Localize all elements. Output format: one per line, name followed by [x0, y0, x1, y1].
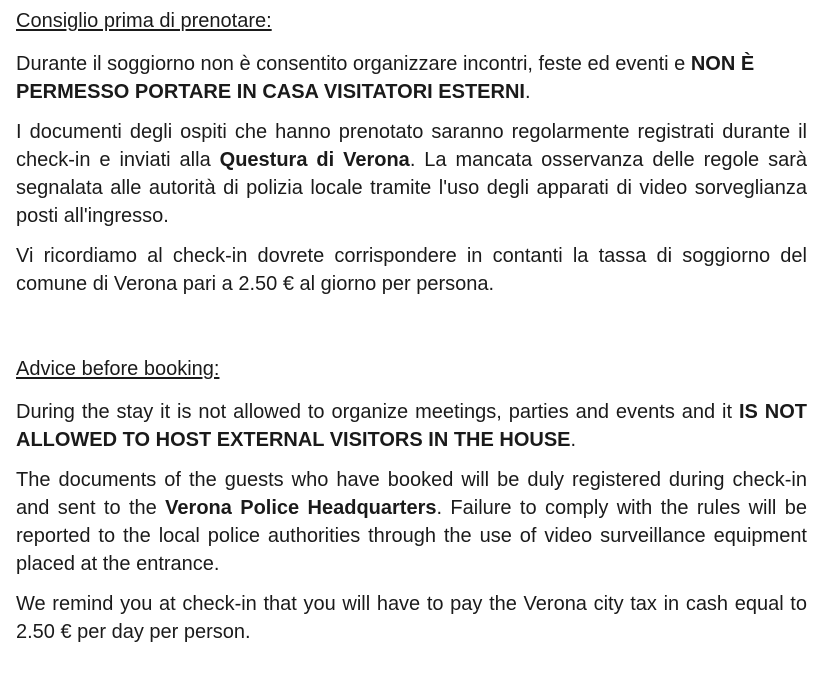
- english-documents-text-a: The documents of the guests who have booked will be duly registered during check-in and sent to the: [16, 469, 807, 519]
- english-heading: Advice before booking:: [16, 358, 220, 380]
- english-rules-bold: IS NOT ALLOWED TO HOST EXTERNAL VISITORS IN THE HOUSE: [16, 401, 807, 451]
- english-rules-end: .: [570, 429, 577, 451]
- english-paragraph-documents: [16, 466, 807, 578]
- italian-paragraph-tax: [16, 242, 807, 298]
- english-paragraph-rules: [16, 398, 807, 454]
- english-paragraph-tax: [16, 590, 807, 646]
- italian-documents-text-a: I documenti degli ospiti che hanno prenotato saranno regolarmente registrati durante il check-in e inviati alla: [16, 121, 807, 171]
- english-tax-text: We remind you at check-in that you will have to pay the Verona city tax in cash equal to 2.50 € per day per person.: [16, 593, 807, 643]
- italian-tax-text: Vi ricordiamo al check-in dovrete corrispondere in contanti la tassa di soggiorno del comune di Verona pari a 2.50 € al giorno per persona.: [16, 245, 807, 295]
- english-documents-text-b: . Failure to comply with the rules will be reported to the local police authorities through the use of video surveillance equipment placed at the entrance.: [16, 497, 807, 575]
- italian-rules-text: Durante il soggiorno non è consentito organizzare incontri, feste ed eventi e: [16, 53, 691, 75]
- english-rules-text: During the stay it is not allowed to organize meetings, parties and events and it: [16, 401, 739, 423]
- italian-section: [16, 8, 807, 298]
- italian-rules-end: .: [524, 81, 531, 103]
- english-section: [16, 356, 807, 646]
- italian-paragraph-documents: [16, 118, 807, 230]
- italian-documents-bold: Questura di Verona: [219, 149, 410, 171]
- italian-heading: Consiglio prima di prenotare:: [16, 10, 272, 32]
- english-documents-bold: Verona Police Headquarters: [165, 497, 437, 519]
- italian-paragraph-rules: [16, 50, 807, 106]
- italian-rules-bold: NON È PERMESSO PORTARE IN CASA VISITATORI ESTERNI: [16, 53, 755, 103]
- italian-documents-text-b: . La mancata osservanza delle regole sarà segnalata alle autorità di polizia locale tramite l'uso degli apparati di video sorveglianza posti all'ingresso.: [16, 149, 808, 227]
